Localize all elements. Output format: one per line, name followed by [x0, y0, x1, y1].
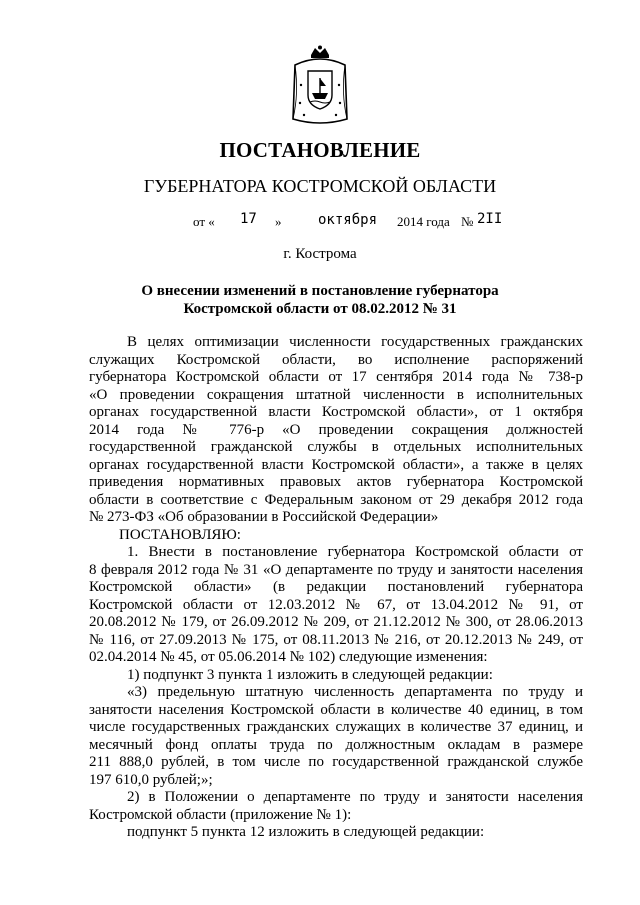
document-number: 2II	[477, 211, 503, 227]
body-line: 20.08.2012 № 179, от 26.09.2012 № 209, от 21.12.2012 № 300, от 28.06.2013	[89, 614, 583, 630]
body-line: 197 610,0 рублей;»;	[89, 771, 213, 788]
city: г. Кострома	[283, 246, 357, 262]
body-line: числе государственных гражданских служащих в количестве 37 единиц, и	[89, 719, 583, 735]
document-subtitle: ГУБЕРНАТОРА КОСТРОМСКОЙ ОБЛАСТИ	[143, 176, 497, 196]
body-line: «3) предельную штатную численность департамента по труду и	[127, 684, 583, 700]
body-line: приведения нормативных правовых актов губернатора Костромской	[89, 474, 583, 490]
body-line: 8 февраля 2012 года № 31 «О департаменте по труду и занятости населения	[89, 561, 583, 578]
date-month: октября	[318, 212, 378, 228]
body-line: 02.04.2014 № 45, от 05.06.2014 № 102) следующие изменения:	[89, 649, 488, 665]
body-line: В целях оптимизации численности государственных гражданских	[127, 334, 583, 350]
number-sign: №	[461, 214, 474, 229]
subject-line: Костромской области от 08.02.2012 № 31	[183, 301, 457, 317]
body-line: занятости населения Костромской области в количестве 40 единиц, в том	[89, 701, 583, 718]
body-line: № 273-ФЗ «Об образовании в Российской Федерации»	[89, 509, 439, 525]
body-line: № 116, от 27.09.2013 № 175, от 08.11.2013 № 216, от 20.12.2013 № 249, от	[89, 631, 583, 648]
body-line: 1. Внести в постановление губернатора Костромской области от	[127, 544, 583, 560]
body-line: подпункт 5 пункта 12 изложить в следующей редакции:	[127, 824, 485, 840]
body-line: Костромской области (приложение № 1):	[89, 806, 352, 823]
subject-line: О внесении изменений в постановление губернатора	[141, 283, 499, 299]
body-line: «О проведении сокращения штатной численности в исполнительных	[89, 386, 583, 403]
body-line: органах государственной власти Костромской области», от 1 октября	[89, 404, 583, 420]
body-line: области в соответствие с Федеральным законом от 29 декабря 2012 года	[89, 491, 583, 508]
resolution-word: ПОСТАНОВЛЯЮ:	[119, 526, 241, 543]
date-prefix: от «	[193, 214, 215, 229]
date-year: 2014 года	[397, 214, 450, 229]
body-line: Костромской области от 12.03.2012 № 67, от 13.04.2012 № 91, от	[89, 596, 583, 613]
body-line: месячный фонд оплаты труда по должностным окладам в размере	[89, 736, 583, 753]
body-line: Костромской области» (в редакции постановлений губернатора	[89, 579, 583, 595]
body-line: государственной гражданской службы в отдельных исполнительных	[89, 439, 583, 455]
date-mid: »	[275, 214, 282, 229]
body-line: 1) подпункт 3 пункта 1 изложить в следующей редакции:	[127, 666, 493, 683]
body-line: 2014 года № 776-р «О проведении сокращения должностей	[89, 421, 583, 438]
date-day: 17	[240, 211, 257, 227]
body-line: 2) в Положении о департаменте по труду и занятости населения	[127, 789, 583, 805]
document-body	[89, 334, 583, 842]
body-line: органах государственной власти Костромской области», а также в целях	[89, 456, 583, 473]
body-line: губернатора Костромской области от 17 сентября 2014 года № 738-р	[89, 369, 583, 385]
document-title: ПОСТАНОВЛЕНИЕ	[219, 138, 421, 162]
document-subject	[0, 282, 640, 318]
body-line: служащих Костромской области, во исполнение распоряжений	[89, 351, 583, 368]
body-line: 211 888,0 рублей, в том числе по государственной гражданской службе	[89, 754, 583, 770]
coat-of-arms-icon	[289, 45, 351, 127]
